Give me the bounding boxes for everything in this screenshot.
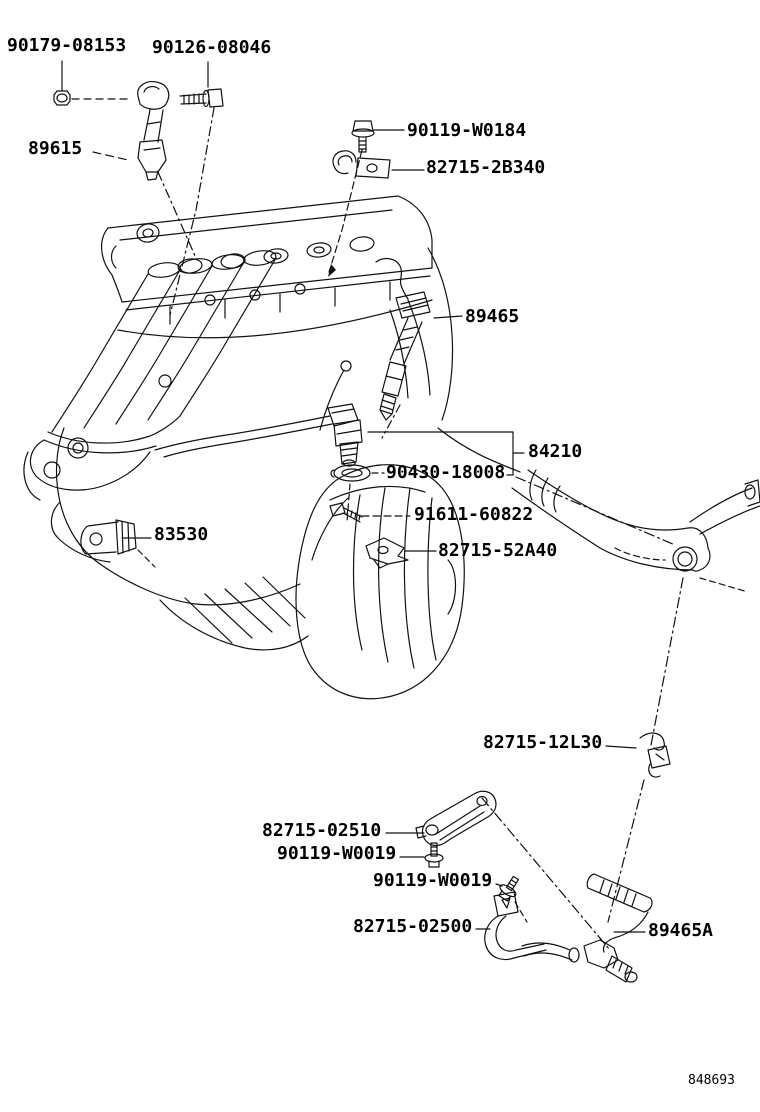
oil-filler-cap — [136, 222, 161, 244]
figure-number: 848693 — [688, 1073, 735, 1088]
bracket-82715-02500 — [485, 892, 579, 962]
clamp-82715-52a40 — [366, 538, 408, 568]
ignition-coil-89615 — [138, 82, 169, 180]
bolt-90119-w0184 — [352, 121, 374, 152]
part-label-82715-02510: 82715-02510 — [262, 820, 382, 841]
clamp-82715-12l30 — [640, 733, 670, 777]
leader-lines — [62, 61, 683, 950]
nut-90179-08153 — [54, 91, 70, 105]
bolt-90119-w0019-1 — [425, 843, 443, 867]
engine-block — [24, 248, 520, 650]
engine-assembly — [24, 196, 520, 699]
part-label-90179-08153: 90179-08153 — [7, 35, 127, 56]
sensor-boss — [673, 547, 697, 571]
transaxle — [296, 465, 464, 699]
part-label-82715-02500: 82715-02500 — [353, 916, 473, 937]
clamp-82715-2b340 — [333, 151, 390, 178]
part-label-90119-w0019-2: 90119-W0019 — [373, 870, 493, 891]
part-label-82715-12l30: 82715-12L30 — [483, 732, 603, 753]
part-label-90119-w0019-1: 90119-W0019 — [277, 843, 397, 864]
oil-pressure-switch-83530 — [81, 520, 136, 554]
part-label-90126-08046: 90126-08046 — [152, 37, 272, 58]
part-label-90430-18008: 90430-18008 — [386, 462, 506, 483]
part-label-83530: 83530 — [154, 524, 209, 545]
part-label-89465: 89465 — [465, 306, 520, 327]
bracket-82715-02510 — [416, 791, 496, 845]
part-label-89465a: 89465A — [648, 920, 714, 941]
exhaust-pipe — [512, 470, 760, 592]
part-label-89615: 89615 — [28, 138, 83, 159]
part-label-84210: 84210 — [528, 441, 583, 462]
oxygen-sensor-89465 — [376, 259, 430, 420]
part-label-91611-60822: 91611-60822 — [414, 504, 534, 525]
part-label-82715-2b340: 82715-2B340 — [426, 157, 546, 178]
bolt-90126-08046 — [180, 89, 223, 107]
part-label-90119-w0184: 90119-W0184 — [407, 120, 527, 141]
sensor-84210 — [328, 404, 362, 466]
oxygen-sensor-89465a — [584, 874, 652, 982]
part-label-82715-52a40: 82715-52A40 — [438, 540, 558, 561]
intake-manifold — [30, 249, 276, 490]
